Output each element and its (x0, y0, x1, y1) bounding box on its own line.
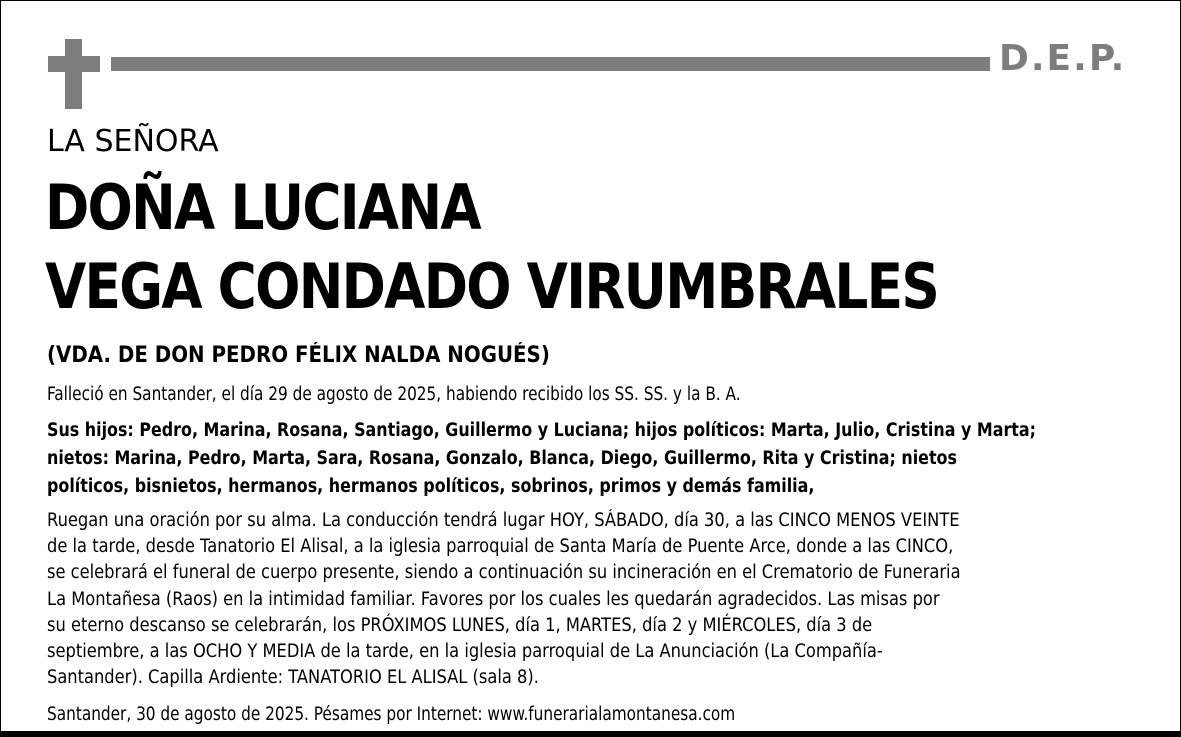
widow-of: (VDA. DE DON PEDRO FÉLIX NALDA NOGUÉS) (47, 343, 550, 368)
honorific: LA SEÑORA (47, 124, 219, 159)
body-line: Santander). Capilla Ardiente: TANATORIO EL ALISAL (sala 8). (47, 667, 539, 689)
body-line: su eterno descanso se celebrarán, los PRÓXIMOS LUNES, día 1, MARTES, día 2 y MIÉRCOLES, día 3 de (47, 614, 873, 636)
family-list (47, 417, 1036, 501)
deceased-name-line-2: VEGA CONDADO VIRUMBRALES (45, 250, 939, 323)
family-line: políticos, bisnietos, hermanos, hermanos políticos, sobrinos, primos y demás familia, (47, 476, 815, 497)
footer-note: Santander, 30 de agosto de 2025. Pésames por Internet: www.funerarialamontanesa.com (47, 704, 736, 725)
body-line: se celebrará el funeral de cuerpo presente, siendo a continuación su incineración en el Crematorio de Funeraria (47, 562, 961, 584)
body-line: Ruegan una oración por su alma. La conducción tendrá lugar HOY, SÁBADO, día 30, a las CINCO MENOS VEINTE (47, 510, 960, 531)
cross-icon (48, 39, 100, 109)
service-details (47, 508, 961, 691)
body-line: La Montañesa (Raos) en la intimidad familiar. Favores por los cuales les quedarán agradecidos. Las misas por (47, 588, 940, 610)
dep-label: D.E.P. (999, 38, 1127, 79)
body-line: de la tarde, desde Tanatorio El Alisal, a la iglesia parroquial de Santa María de Puente Arce, donde a las CINCO, (47, 536, 954, 558)
deceased-name-line-1: DOÑA LUCIANA (45, 171, 480, 244)
body-line: septiembre, a las OCHO Y MEDIA de la tarde, en la iglesia parroquial de La Anunciación (La Compañía- (47, 641, 883, 663)
death-notice: Falleció en Santander, el día 29 de agosto de 2025, habiendo recibido los SS. SS. y la B. A. (47, 384, 741, 405)
family-line: nietos: Marina, Pedro, Marta, Sara, Rosana, Gonzalo, Blanca, Diego, Guillermo, Rita y Cristina; nietos (47, 448, 957, 469)
header-rule (111, 57, 990, 71)
family-line: Sus hijos: Pedro, Marina, Rosana, Santiago, Guillermo y Luciana; hijos políticos: Marta, Julio, Cristina y Marta; (47, 420, 1037, 441)
